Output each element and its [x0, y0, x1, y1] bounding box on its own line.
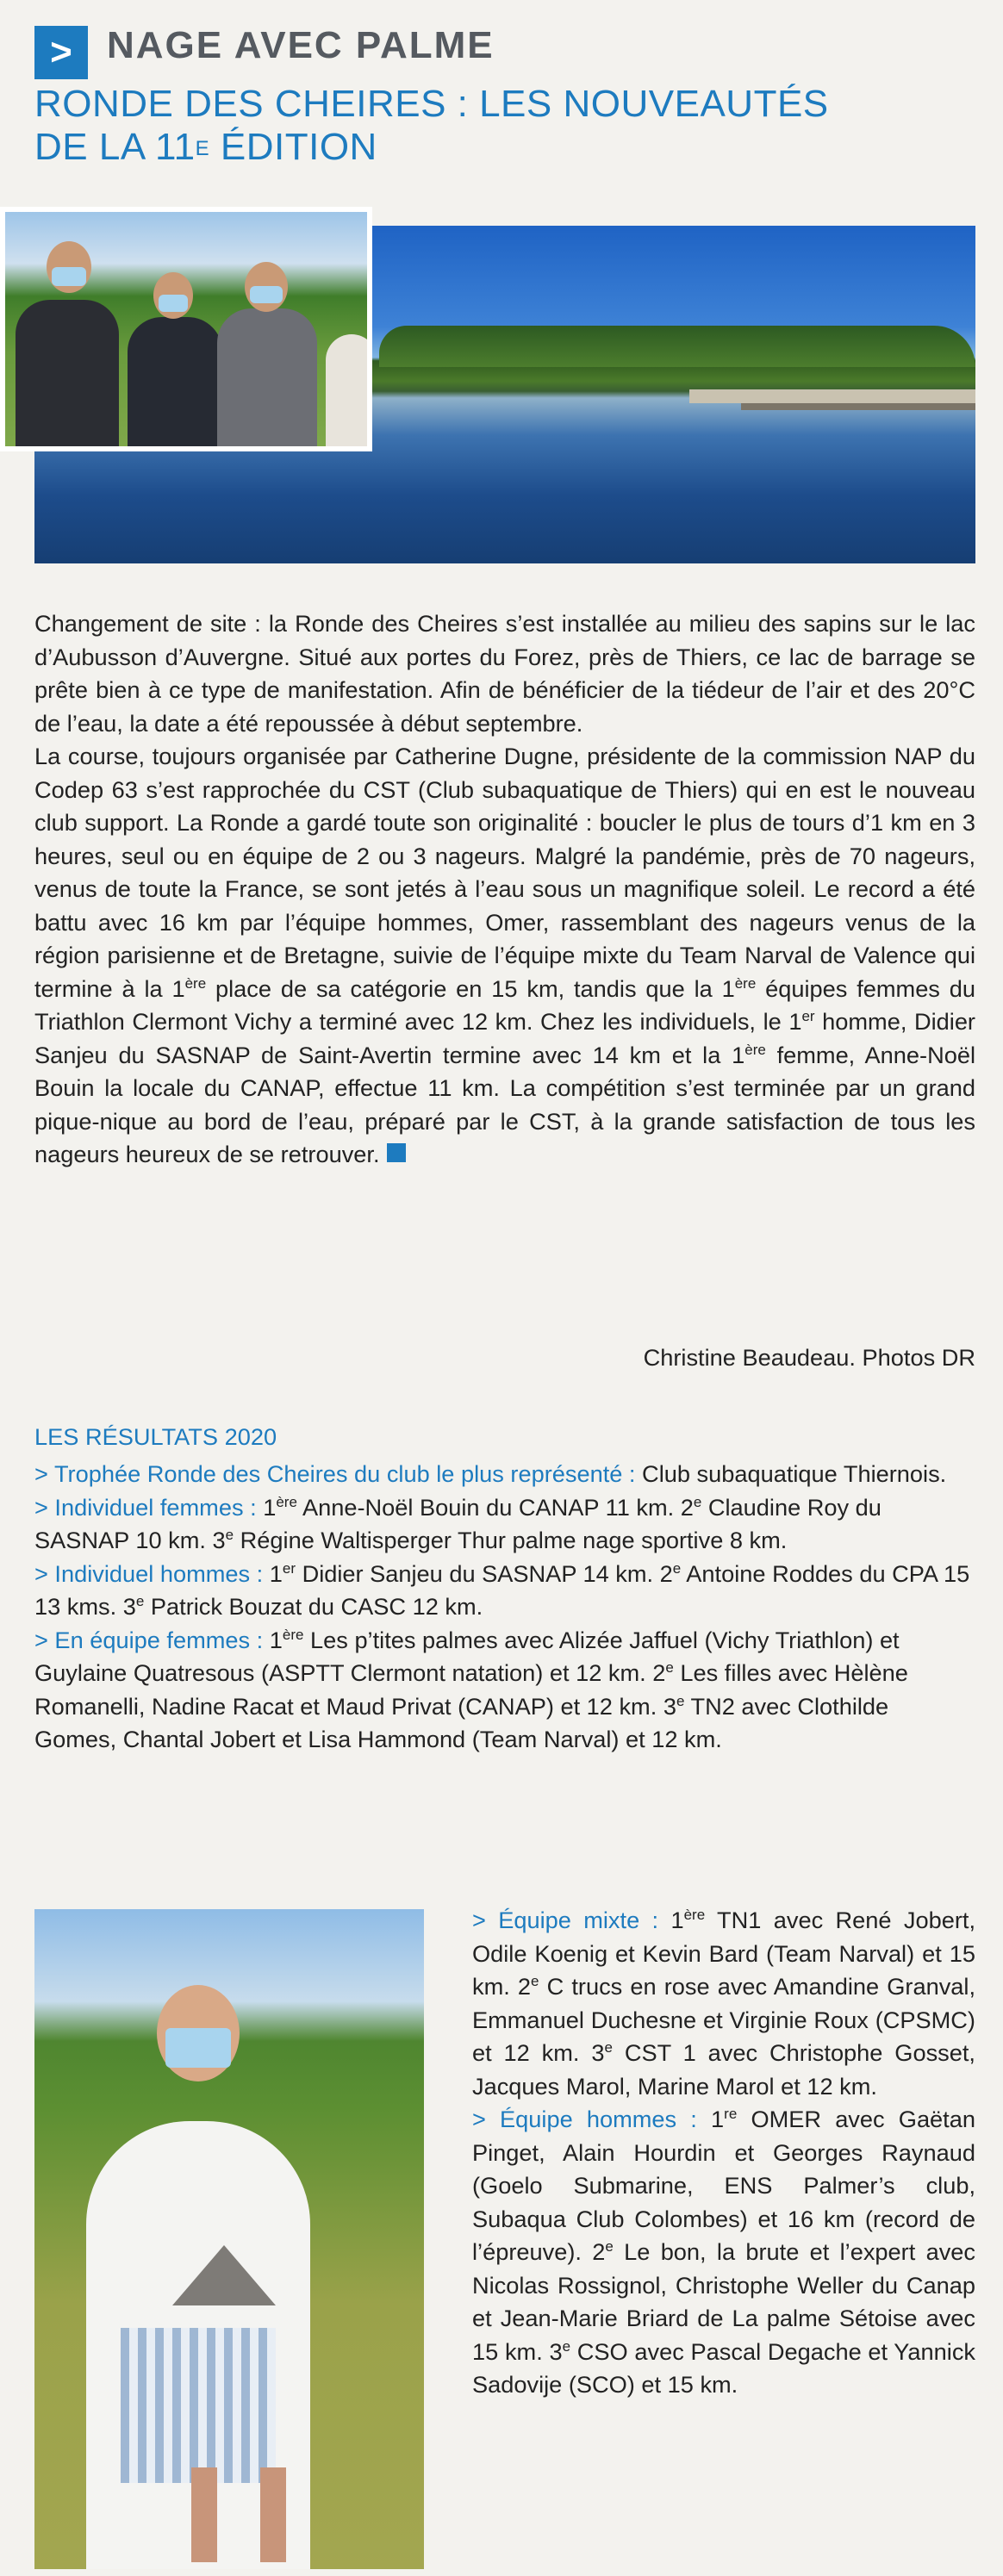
results-heading: LES RÉSULTATS 2020 — [34, 1423, 277, 1450]
face-mask — [159, 295, 188, 312]
result-item: > Individuel hommes : 1er Didier Sanjeu du SASNAP 14 km. 2e Antoine Roddes du CPA 15 13 kms. 3e Patrick Bouzat du CASC 12 km. — [34, 1559, 970, 1620]
result-item: > Équipe mixte : 1ère TN1 avec René Jobert, Odile Koenig et Kevin Bard (Team Narval) et 15 km. 2e C trucs en rose avec Amandine Granval, Emmanuel Duchesne et Virginie Roux (CPSMC) et 12 km. 3e CST 1 avec Christophe Gosset, Jacques Marol, Marine Marol et 12 km. — [472, 1906, 976, 2100]
lake-dock-shadow — [741, 403, 975, 410]
result-item: > Équipe hommes : 1re OMER avec Gaëtan Pinget, Alain Hourdin et Georges Raynaud (Goelo Submarine, ENS Palmer’s club, Subaqua Club Colombes) et 16 km (record de l’épreuve). 2e Le bon, la brute et l’expert avec Nicolas Rossignol, Christophe Weller du Canap et Jean-Marie Briard de La palme Sétoise avec 15 km. 3e CSO avec Pascal Degache et Yannick Sadovije (SCO) et 15 km. — [472, 2105, 976, 2398]
face-mask — [250, 286, 283, 303]
lake-treeline — [379, 326, 975, 367]
person-silhouette — [16, 300, 119, 446]
article-credit: Christine Beaudeau. Photos DR — [643, 1344, 975, 1371]
article-body — [34, 607, 975, 1172]
article-paragraph: La course, toujours organisée par Catherine Dugne, présidente de la commission NAP du Codep 63 s’est rapprochée du CST (Club subaquatique de Thiers) qui en est le nouveau club support. La Ronde a gardé toute son originalité : boucler le plus de tours d’1 km en 3 heures, seul ou en équipe de 2 ou 3 nageurs. Malgré la pandémie, près de 70 nageurs, venus de toute la France, se sont jetés à l’eau sous un magnifique soleil. Le record a été battu avec 16 km par l’équipe hommes, Omer, rassemblant des nageurs venus de la région parisienne et de Bretagne, suivie de l’équipe mixte du Team Narval de Valence qui termine à la 1ère place de sa catégorie en 15 km, tandis que la 1ère équipes femmes du Triathlon Clermont Vichy a terminé avec 12 km. Chez les individuels, le 1er homme, Didier Sanjeu du SASNAP de Saint-Avertin termine avec 14 km et la 1ère femme, Anne-Noël Bouin la locale du CANAP, effectue 11 km. La compétition s’est terminée par un grand pique-nique au bord de l’eau, préparé par le CST, à la grande satisfaction de tous les nageurs heureux de se retrouver. — [34, 743, 975, 1167]
face-mask — [165, 2028, 231, 2068]
lake-dock — [689, 389, 975, 403]
swimmer-photo — [34, 1909, 424, 2569]
person-silhouette — [217, 308, 317, 446]
article-paragraph: Changement de site : la Ronde des Cheires s’est installée au milieu des sapins sur le lac d’Aubusson d’Auvergne. Situé aux portes du Forez, près de Thiers, ce lac de barrage se prête bien à ce type de manifestation. Afin de bénéficier de la tiédeur de l’air et des 20°C de l’eau, la date a été repoussée à début septembre. — [34, 610, 975, 737]
face-mask — [52, 267, 86, 286]
section-rubric: NAGE AVEC PALME — [107, 24, 495, 66]
person-silhouette — [128, 317, 222, 446]
article-title: RONDE DES CHEIRES : LES NOUVEAUTÉS DE LA $11^E$ ÉDITION — [34, 83, 829, 168]
end-square-icon — [387, 1143, 406, 1162]
results-list — [34, 1458, 975, 1757]
result-item: > Individuel femmes : 1ère Anne-Noël Bouin du CANAP 11 km. 2e Claudine Roy du SASNAP 10 km. 3e Régine Waltisperger Thur palme nage sportive 8 km. — [34, 1493, 882, 1553]
chevron-right-icon: > — [50, 31, 72, 73]
striped-shorts — [121, 2328, 276, 2483]
leg — [191, 2467, 217, 2562]
team-photo — [0, 207, 372, 451]
section-arrow-badge — [34, 26, 88, 79]
results-side-column — [472, 1904, 975, 2402]
result-item: > Trophée Ronde des Cheires du club le plus représenté : Club subaquatique Thiernois. — [34, 1460, 947, 1487]
result-item: > En équipe femmes : 1ère Les p’tites palmes avec Alizée Jaffuel (Vichy Triathlon) et Guylaine Quatresous (ASPTT Clermont natation) et 12 km. 2e Les filles avec Hèlène Romanelli, Nadine Racat et Maud Privat (CANAP) et 12 km. 3e TN2 avec Clothilde Gomes, Chantal Jobert et Lisa Hammond (Team Narval) et 12 km. — [34, 1626, 908, 1752]
leg — [260, 2467, 286, 2562]
person-silhouette — [326, 334, 372, 446]
